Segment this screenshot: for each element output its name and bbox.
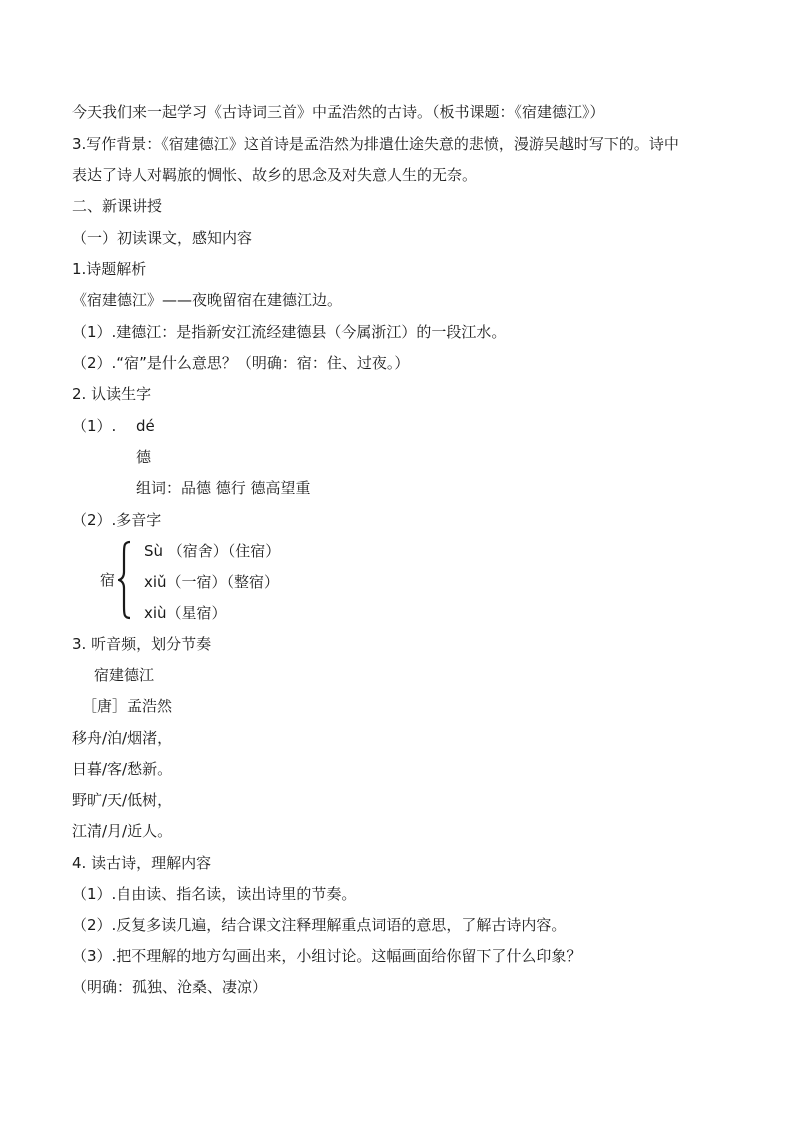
title-explanation: 《宿建德江》——夜晚留宿在建德江边。 [72, 291, 343, 309]
item-heading-1: 1.诗题解析 [72, 260, 147, 278]
sub-item-2: （2）.“宿”是什么意思？（明确：宿：住、过夜。） [72, 354, 410, 372]
item-heading-4: 4. 读古诗，理解内容 [72, 854, 212, 872]
poem-line-1: 移舟/泊/烟渚， [72, 729, 173, 747]
polyphone-char: 宿 [100, 571, 116, 589]
poem-title: 宿建德江 [94, 666, 155, 684]
intro-line: 今天我们来一起学习《古诗词三首》中孟浩然的古诗。（板书课题：《宿建德江》） [72, 103, 605, 121]
curly-brace-icon [118, 540, 134, 620]
poem-line-4: 江清/月/近人。 [72, 822, 173, 840]
poem-line-2: 日暮/客/愁新。 [72, 760, 173, 778]
char-de: 德 [136, 448, 152, 466]
item-heading-2: 2. 认读生字 [72, 385, 152, 403]
polyphone-reading-3: xiù（星宿） [144, 604, 227, 622]
char-item-label: （1）. [72, 417, 117, 435]
pinyin-de: dé [136, 417, 155, 435]
poem-line-3: 野旷/天/低树， [72, 791, 173, 809]
item-heading-3: 3. 听音频，划分节奏 [72, 635, 212, 653]
polyphone-heading: （2）.多音字 [72, 511, 162, 529]
answer-note: （明确：孤独、沧桑、凄凉） [72, 978, 268, 996]
reading-step-2: （2）.反复多读几遍，结合课文注释理解重点词语的意思，了解古诗内容。 [72, 916, 567, 934]
section-heading: 二、新课讲授 [72, 197, 163, 215]
background-line-2: 表达了诗人对羁旅的惆怅、故乡的思念及对失意人生的无奈。 [72, 166, 478, 184]
sub-item-1: （1）.建德江：是指新安江流经建德县（今属浙江）的一段江水。 [72, 323, 507, 341]
poem-author: ［唐］孟浩然 [82, 697, 173, 715]
polyphone-brace-group [100, 540, 140, 620]
background-line-1: 3.写作背景：《宿建德江》这首诗是孟浩然为排遣仕途失意的悲愤，漫游吴越时写下的。诗中 [72, 135, 679, 153]
polyphone-reading-1: Sù （宿舍）（住宿） [144, 542, 281, 560]
subsection-heading: （一）初读课文，感知内容 [72, 229, 253, 247]
reading-step-1: （1）.自由读、指名读，读出诗里的节奏。 [72, 885, 357, 903]
word-groups: 组词：品德 德行 德高望重 [136, 479, 311, 497]
reading-step-3: （3）.把不理解的地方勾画出来，小组讨论。这幅画面给你留下了什么印象？ [72, 947, 582, 965]
polyphone-reading-2: xiǔ（一宿）（整宿） [144, 573, 280, 591]
